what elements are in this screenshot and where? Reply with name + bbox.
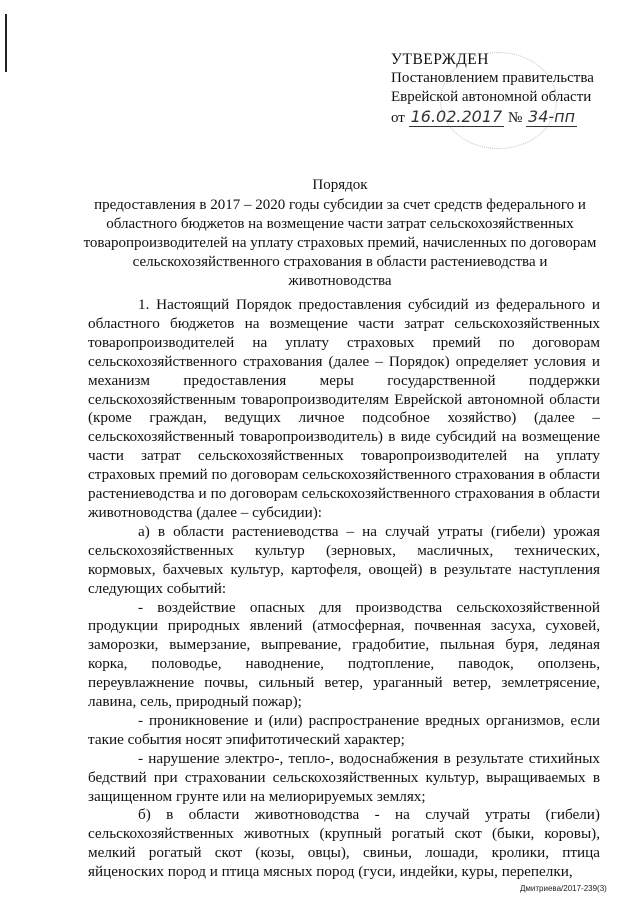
bullet-natural-phenomena: - воздействие опасных для производства сельскохозяйственной продукции природных явлений (атмосферная, почвенная засуха, суховей, заморозки, вымерзание, выпревание, градобитие, пыльная буря, ледяная корка, половодье, наводнение, подтопление, паводок, оползень, переувлажнение почвы, сильный ветер, ураганный ветер, землетрясение, лавина, сель, природный пожар); — [88, 598, 600, 711]
footer-code: Дмитриева/2017-239(3) — [520, 884, 607, 893]
bullet-utility-disruption: - нарушение электро-, тепло-, водоснабжения в результате стихийных бедствий при страховании сельскохозяйственных культур, выращиваемых в защищенном грунте или на мелиорируемых землях; — [88, 749, 600, 805]
document-body — [88, 296, 600, 882]
document-header — [80, 176, 600, 291]
scan-edge-line — [5, 14, 7, 72]
approval-line-2: Еврейской автономной области — [391, 89, 592, 105]
document-subtitle: предоставления в 2017 – 2020 годы субсидии за счет средств федерального и областного бюджетов на возмещение части затрат сельскохозяйственных товаропроизводителей на уплату страховых премий, начисленных по договорам сельскохозяйственного страхования в области растениеводства и животноводства — [83, 197, 597, 289]
approved-heading: УТВЕРЖДЕН — [391, 51, 489, 68]
paragraph-b: б) в области животноводства - на случай утраты (гибели) сельскохозяйственных животных (крупный рогатый скот (быки, коровы), мелкий рогатый скот (козы, овцы), свиньи, лошади, кролики, птица яйценоских пород и птица мясных пород (гуси, индейки, куры, перепелки, — [88, 806, 600, 881]
document-title: Порядок — [312, 177, 368, 193]
approval-date-row — [391, 107, 631, 128]
approval-date: 16.02.2017 — [410, 107, 503, 126]
bullet-harmful-organisms: - проникновение и (или) распространение вредных организмов, если такие события носят эпифитотический характер; — [88, 711, 600, 748]
approval-number: 34-пп — [528, 107, 576, 126]
paragraph-1: 1. Настоящий Порядок предоставления субсидий из федерального и областного бюджетов на возмещение части затрат сельскохозяйственных товаропроизводителей на уплату страховых премий по договорам сельскохозяйственного страхования (далее – Порядок) определяет условия и механизм предоставления меры государственной поддержки сельскохозяйственным товаропроизводителям Еврейской автономной области (кроме граждан, ведущих личное подсобное хозяйство) (далее – сельскохозяйственный товаропроизводитель) в виде субсидий на возмещение части затрат сельскохозяйственных товаропроизводителей на уплату страховых премий по договорам сельскохозяйственного страхования в области растениеводства и по договорам сельскохозяйственного страхования в области животноводства (далее – субсидии): — [88, 296, 600, 521]
number-sign: № — [507, 110, 523, 126]
paragraph-a: а) в области растениеводства – на случай утраты (гибели) урожая сельскохозяйственных культур (зерновых, масличных, технических, кормовых, бахчевых культур, картофеля, овощей) в результате наступления следующих событий: — [88, 522, 600, 597]
from-label: от — [391, 110, 405, 126]
approval-line-1: Постановлением правительства — [391, 70, 594, 86]
approval-block — [391, 50, 631, 128]
